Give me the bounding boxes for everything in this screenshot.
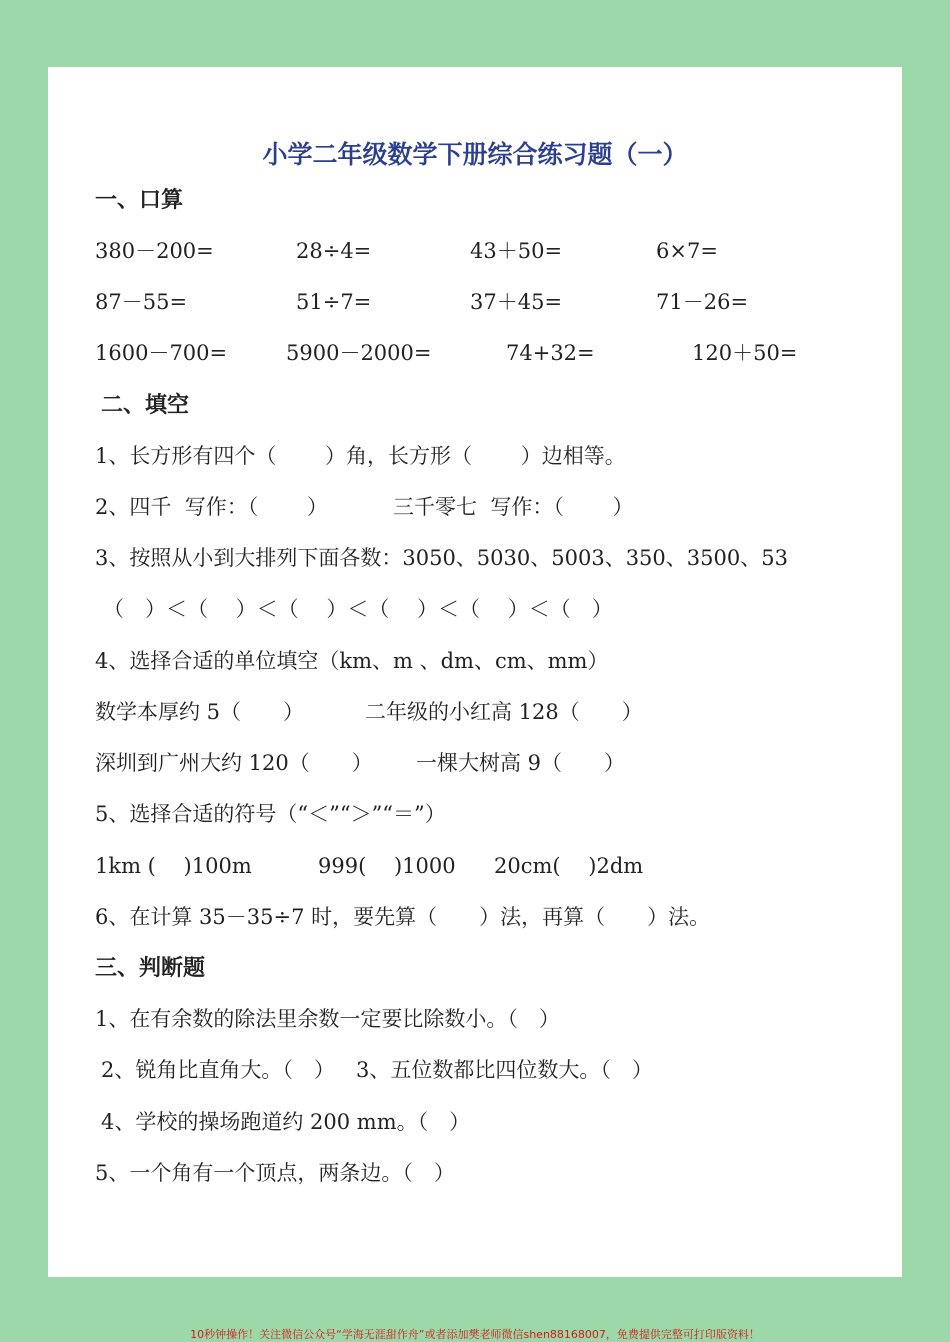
oral-item: 87－55= bbox=[95, 290, 188, 314]
oral-item: 37＋45= bbox=[470, 290, 563, 314]
oral-item: 71－26= bbox=[656, 290, 749, 314]
oral-item: 51÷7= bbox=[296, 290, 372, 314]
section-oral-heading: 一、口算 bbox=[95, 187, 184, 213]
judge-question-2: 2、锐角比直角大。（ ） bbox=[101, 1058, 335, 1082]
judge-question-4: 4、学校的操场跑道约 200 mm。（ ） bbox=[101, 1110, 471, 1134]
fill-question-5: 5、选择合适的符号（“＜”“＞”“＝”） bbox=[95, 802, 446, 826]
oral-item: 1600－700= bbox=[95, 341, 228, 365]
fill-question-6: 6、在计算 35－35÷7 时，要先算（ ）法，再算（ ）法。 bbox=[95, 905, 711, 929]
fill-question-4d: 一棵大树高 9（ ） bbox=[416, 751, 626, 775]
fill-question-4b: 二年级的小红高 128（ ） bbox=[365, 700, 643, 724]
worksheet-page bbox=[48, 67, 902, 1277]
judge-question-3: 3、五位数都比四位数大。（ ） bbox=[356, 1058, 653, 1082]
fill-question-5b: 999( )1000 bbox=[318, 854, 456, 878]
fill-question-4: 4、选择合适的单位填空（km、m 、dm、cm、mm） bbox=[95, 649, 609, 673]
oral-item: 43＋50= bbox=[470, 239, 563, 263]
oral-item: 74+32= bbox=[506, 341, 595, 365]
oral-item: 5900－2000= bbox=[286, 341, 432, 365]
fill-question-4c: 深圳到广州大约 120（ ） bbox=[95, 751, 373, 775]
fill-question-4a: 数学本厚约 5（ ） bbox=[95, 700, 305, 724]
fill-question-2a: 2、四千 写作：（ ） bbox=[95, 495, 328, 519]
fill-question-1: 1、长方形有四个（ ）角，长方形（ ）边相等。 bbox=[95, 444, 626, 468]
fill-question-2b: 三千零七 写作：（ ） bbox=[393, 495, 634, 519]
judge-question-1: 1、在有余数的除法里余数一定要比除数小。（ ） bbox=[95, 1007, 560, 1031]
fill-question-3-blanks: （ ）＜（ ）＜（ ）＜（ ）＜（ ）＜（ ） bbox=[103, 597, 613, 621]
oral-item: 120＋50= bbox=[692, 341, 798, 365]
oral-item: 28÷4= bbox=[296, 239, 372, 263]
page-title: 小学二年级数学下册综合练习题（一） bbox=[262, 140, 688, 169]
oral-item: 6×7= bbox=[656, 239, 718, 263]
fill-question-5a: 1km ( )100m bbox=[95, 854, 252, 878]
section-judge-heading: 三、判断题 bbox=[95, 955, 206, 981]
promo-footer-text: 10秒钟操作！关注微信公众号“学海无涯甜作舟”或者添加樊老师微信shen88168007，免费提供完整可打印版资料！ bbox=[190, 1328, 760, 1341]
section-fill-heading: 二、填空 bbox=[101, 392, 190, 418]
oral-item: 380－200= bbox=[95, 239, 214, 263]
fill-question-5c: 20cm( )2dm bbox=[494, 854, 644, 878]
fill-question-3: 3、按照从小到大排列下面各数：3050、5030、5003、350、3500、53 bbox=[95, 546, 788, 570]
judge-question-5: 5、一个角有一个顶点，两条边。（ ） bbox=[95, 1161, 455, 1185]
